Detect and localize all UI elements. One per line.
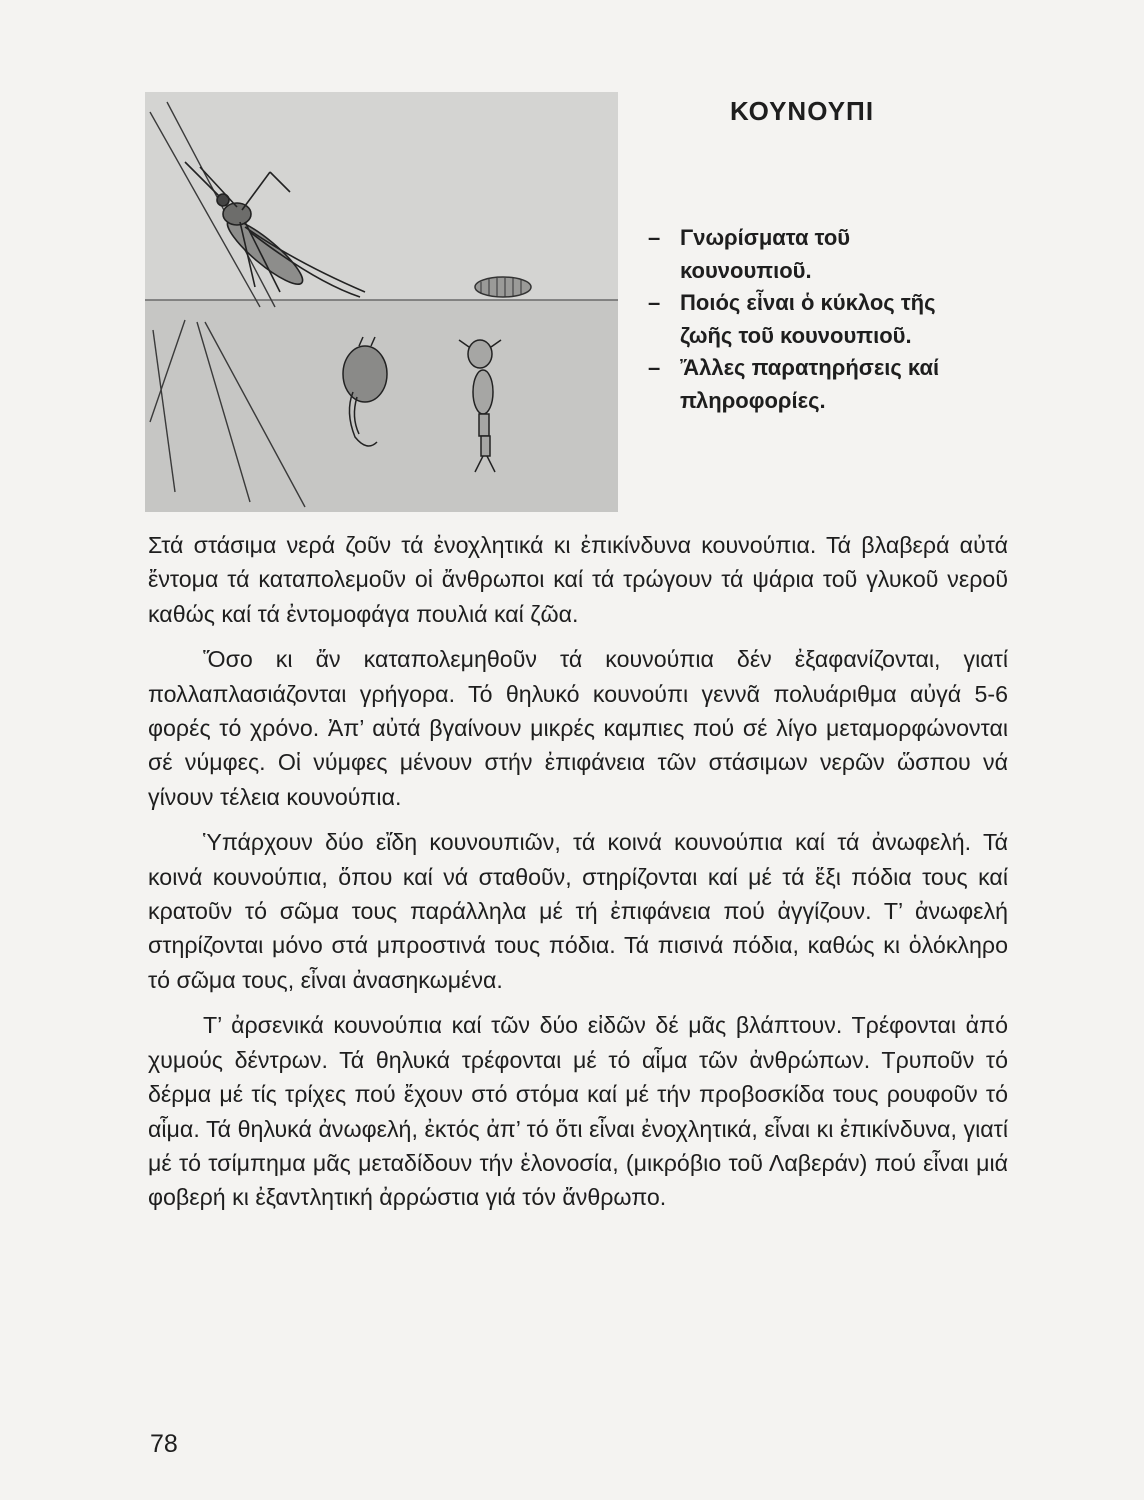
page-title: ΚΟΥΝΟΥΠΙ (730, 96, 875, 126)
paragraph: Τ’ ἀρσενικά κουνούπια καί τῶν δύο εἰδῶν δέ μᾶς βλάπτουν. Τρέφονται ἀπό χυμούς δέντρων. Τά θηλυκά τρέφονται μέ τό αἷμα τῶν ἀνθρώπων. Τρυποῦν τό δέρμα μέ τίς τρίχες πού ἔχουν στό στόμα καί μέ τήν προβοσκίδα τους ρουφοῦν τό αἷμα. Τά θηλυκά ἀνωφελή, ἐκτός ἀπ’ τό ὅτι εἶναι ἐνοχλητικά, εἶναι κι ἐπικίνδυνα, γιατί μέ τό τσίμπημα μᾶς μεταδίδουν τήν ἑλονοσία, (μικρόβιο τοῦ Λαβεράν) πού εἶναι μιά φοβερή κι ἐξαντλητική ἀρρώστια γιά τόν ἄνθρωπο. (148, 1012, 1008, 1211)
topic-dash: – (648, 290, 661, 315)
topic-text: Ἄλλες παρατηρήσεις καί πληροφορίες. (680, 355, 940, 413)
mosquito-illustration (145, 92, 618, 512)
topic-dash: – (648, 225, 661, 250)
page-number: 78 (150, 1430, 178, 1458)
topic-item (648, 287, 948, 352)
paragraph: Ὑπάρχουν δύο εἴδη κουνουπιῶν, τά κοινά κουνούπια καί τά ἀνωφελή. Τά κοινά κουνούπια, ὅπου καί νά σταθοῦν, στηρίζονται καί μέ τά ἕξι πόδια τους καί κρατοῦν τό σῶμα τους παράλληλα μέ τή ἐπιφάνεια πού ἀγγίζουν. Τ’ ἀνωφελή στηρίζονται μόνο στά μπροστινά τους πόδια. Τά πισινά πόδια, καθώς κι ὁλόκληρο τό σῶμα τους, εἶναι ἀνασηκωμένα. (148, 829, 1008, 993)
paragraph: Ὅσο κι ἄν καταπολεμηθοῦν τά κουνούπια δέν ἐξαφανίζονται, γιατί πολλαπλασιάζονται γρήγορα. Τό θηλυκό κουνούπι γεννᾶ πολυάριθμα αὐγά 5-6 φορές τό χρόνο. Ἀπ’ αὐτά βγαίνουν μικρές καμπιες πού σέ λίγο μεταμορφώνονται σέ νύμφες. Οἱ νύμφες μένουν στήν ἐπιφάνεια τῶν στάσιμων νερῶν ὥσπου νά γίνουν τέλεια κουνούπια. (148, 646, 1008, 810)
body-text (148, 528, 1008, 1226)
topic-text: Ποιός εἶναι ὁ κύκλος τῆς ζωῆς τοῦ κουνουπιοῦ. (680, 290, 936, 348)
adult-mosquito (185, 162, 365, 297)
topic-list (648, 222, 948, 417)
topic-dash: – (648, 355, 661, 380)
egg-raft (475, 277, 531, 297)
topic-item (648, 222, 948, 287)
topic-text: Γνωρίσματα τοῦ κουνουπιοῦ. (680, 225, 851, 283)
paragraph: Στά στάσιμα νερά ζοῦν τά ἐνοχλητικά κι ἐπικίνδυνα κουνούπια. Τά βλαβερά αὐτά ἔντομα τά καταπολεμοῦν οἱ ἄνθρωποι καί τά τρώγουν τά ψάρια τοῦ γλυκοῦ νεροῦ καθώς καί τά ἐντομοφάγα πουλιά καί ζῶα. (148, 532, 1008, 627)
topic-item (648, 352, 948, 417)
